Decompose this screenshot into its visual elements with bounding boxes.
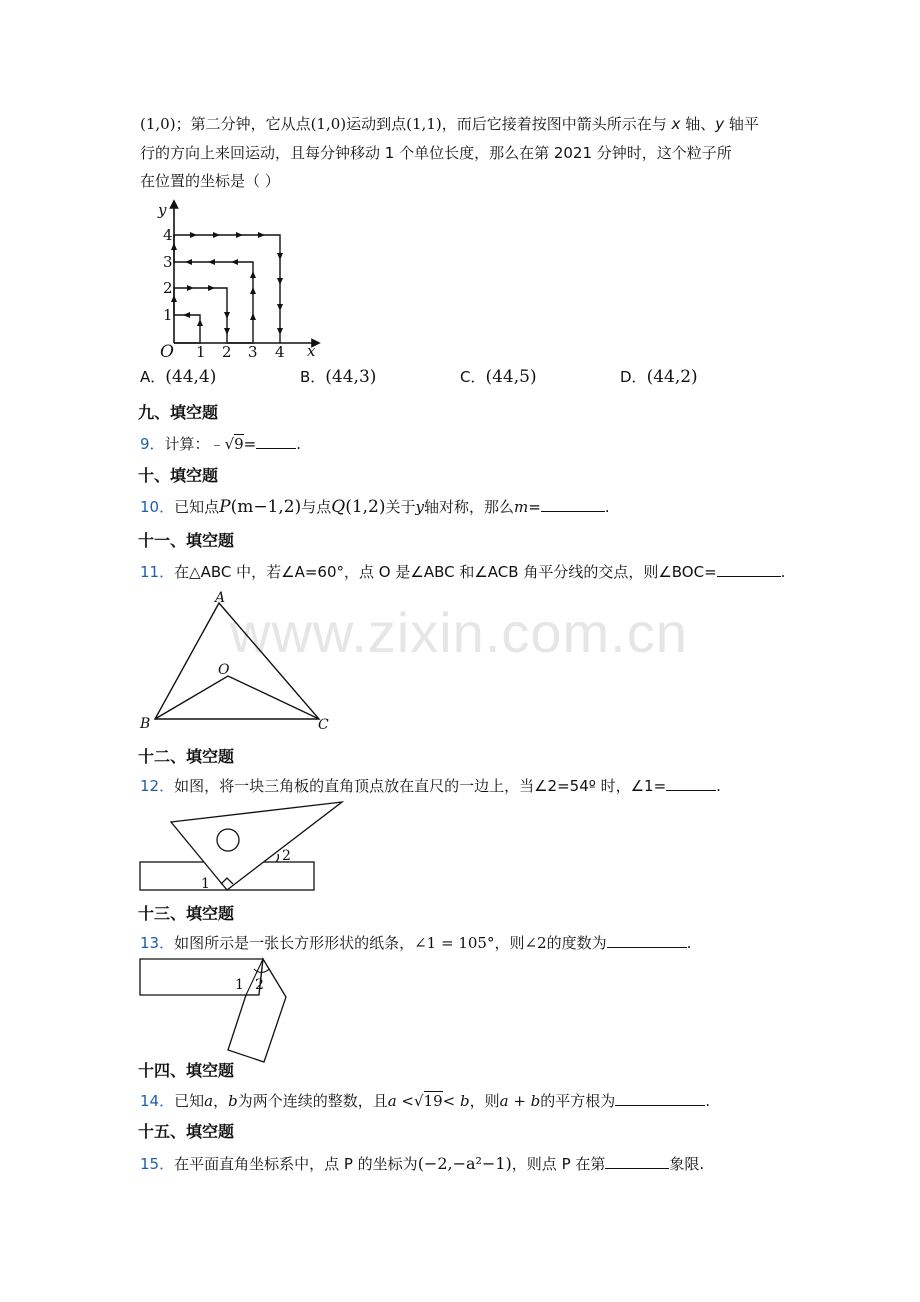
x-tick-4: 4 [275,343,285,360]
q13-text: 13．如图所示是一张长方形形状的纸条，∠1 = 105°，则∠2的度数为 . [140,934,692,952]
answer-blank[interactable] [256,433,296,449]
q14-text: 14．已知a，b为两个连续的整数，且a <√19< b，则a + b的平方根为 . [140,1092,711,1110]
q13-paper-strip-figure [135,955,295,1065]
answer-blank[interactable] [607,932,687,948]
angle-2-label: 2 [282,848,291,864]
angle-1-label: 1 [235,977,244,993]
q8-line1: (1,0)；第二分钟，它从点(1,0)运动到点(1,1)，而后它接着按图中箭头所示在与 x 轴、y 轴平 [140,115,759,133]
option-b[interactable]: B．(44,3) [300,367,377,387]
q8-line2: 行的方向上来回运动，且每分钟移动 1 个单位长度，那么在第 2021 分钟时，这个粒子所 [140,144,732,162]
option-d[interactable]: D．(44,2) [620,367,698,387]
q9-text: 9．计算：﹣√9= . [140,435,302,453]
x-tick-1: 1 [196,343,206,360]
q11-text: 11．在△ABC 中，若∠A=60°，点 O 是∠ABC 和∠ACB 角平分线的交点，则∠BOC= . [140,563,786,581]
vertex-b-label: B [140,716,151,732]
watermark: www.zixin.com.cn [230,601,688,664]
answer-blank[interactable] [541,496,605,512]
vertex-c-label: C [318,717,329,733]
q11-triangle-figure [135,588,335,736]
answer-blank[interactable] [615,1090,705,1106]
x-axis-label: x [307,342,316,360]
answer-blank[interactable] [605,1153,669,1169]
q15-text: 15．在平面直角坐标系中，点 P 的坐标为(−2,−a²−1)，则点 P 在第 象限. [140,1154,705,1173]
q10-text: 10．已知点P(m−1,2)与点Q(1,2)关于y轴对称，那么m= . [140,497,610,517]
y-axis-label: y [158,201,167,219]
angle-1-label: 1 [201,876,210,892]
answer-blank[interactable] [717,561,781,577]
vertex-a-label: A [215,590,226,606]
angle-2-label: 2 [255,977,264,993]
answer-blank[interactable] [666,775,716,791]
point-o-label: O [218,662,230,678]
x-tick-2: 2 [222,343,232,360]
option-c[interactable]: C．(44,5) [460,367,537,387]
q10-heading: 十、填空题 [138,466,219,485]
y-tick-1: 1 [163,306,173,324]
q12-ruler-triangle-figure [135,798,350,894]
q13-heading: 十三、填空题 [138,904,235,923]
origin-label: O [160,342,174,360]
q8-line3: 在位置的坐标是（ ） [140,172,280,190]
q14-heading: 十四、填空题 [138,1061,235,1080]
y-tick-4: 4 [163,226,173,244]
x-tick-3: 3 [248,343,258,360]
q11-heading: 十一、填空题 [138,531,235,550]
q9-heading: 九、填空题 [138,403,219,422]
q12-heading: 十二、填空题 [138,747,235,766]
option-a[interactable]: A．(44,4) [140,367,217,387]
q12-text: 12．如图，将一块三角板的直角顶点放在直尺的一边上，当∠2=54º 时，∠1= . [140,777,721,795]
q8-coordinate-graph [150,198,325,360]
q15-heading: 十五、填空题 [138,1122,235,1141]
y-tick-3: 3 [163,253,173,271]
y-tick-2: 2 [163,279,173,297]
